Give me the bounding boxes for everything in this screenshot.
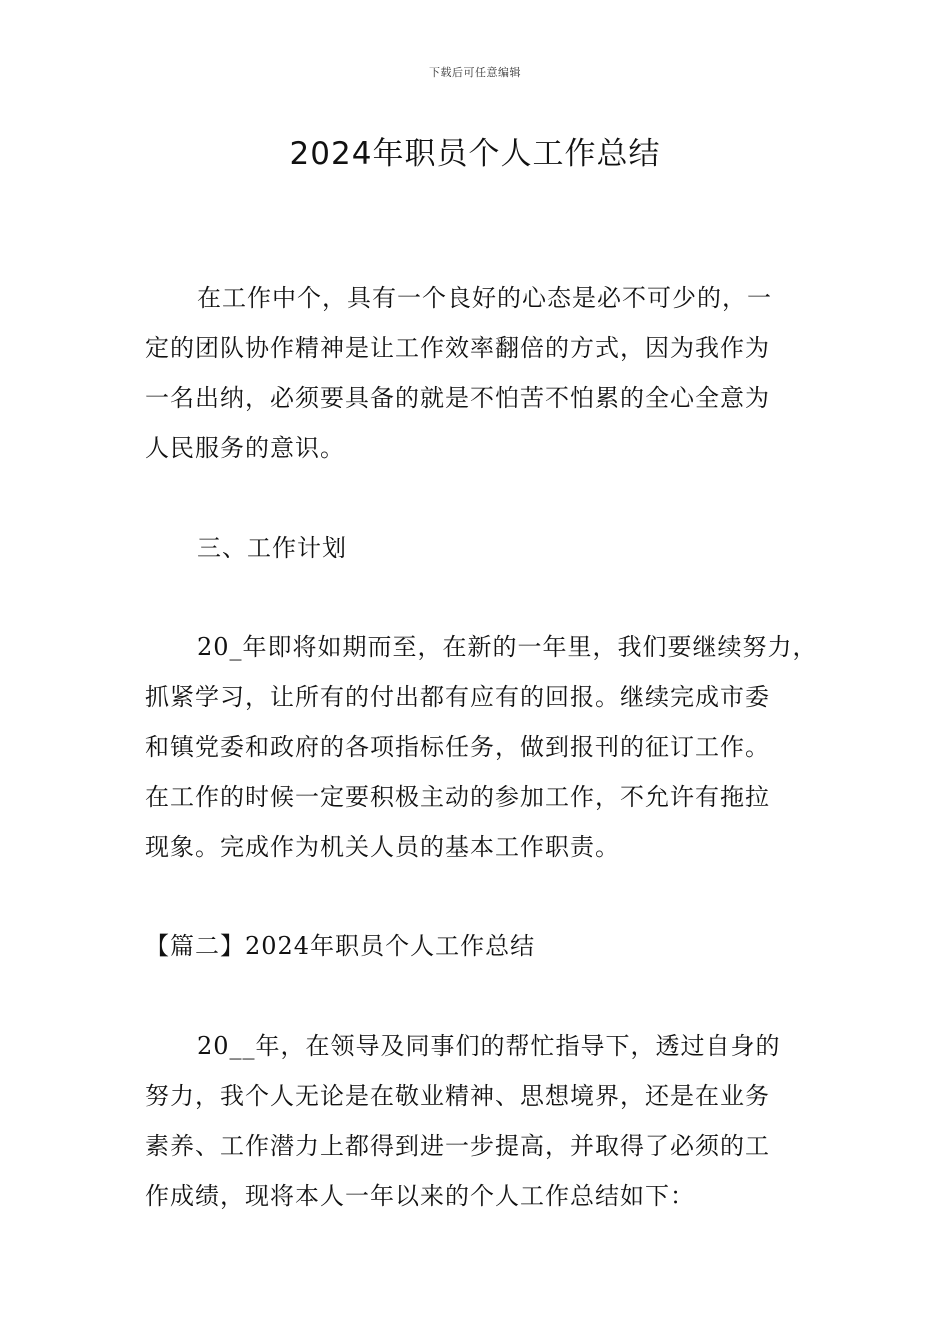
part-two-heading-text: 【篇二】2024年职员个人工作总结 [145, 932, 536, 960]
paragraph-line: 人民服务的意识。 [145, 434, 345, 462]
paragraph-line: 20__年，在领导及同事们的帮忙指导下，透过自身的 [197, 1032, 781, 1060]
paragraph-work-plan [145, 622, 825, 872]
paragraph-line: 定的团队协作精神是让工作效率翻倍的方式，因为我作为 [145, 334, 770, 362]
paragraph-line: 和镇党委和政府的各项指标任务，做到报刊的征订工作。 [145, 733, 770, 761]
header-note: 下载后可任意编辑 [429, 66, 521, 79]
paragraph-line: 素养、工作潜力上都得到进一步提高，并取得了必须的工 [145, 1132, 770, 1160]
part-two-heading [145, 921, 825, 971]
paragraph-line: 现象。完成作为机关人员的基本工作职责。 [145, 833, 620, 861]
paragraph-line: 20_年即将如期而至，在新的一年里，我们要继续努力， [197, 633, 818, 661]
paragraph-line: 作成绩，现将本人一年以来的个人工作总结如下： [145, 1182, 695, 1210]
paragraph-line: 一名出纳，必须要具备的就是不怕苦不怕累的全心全意为 [145, 384, 770, 412]
section-heading-text: 三、工作计划 [197, 534, 347, 562]
paragraph-line: 努力，我个人无论是在敬业精神、思想境界，还是在业务 [145, 1082, 770, 1110]
paragraph-line: 在工作的时候一定要积极主动的参加工作，不允许有拖拉 [145, 783, 770, 811]
section-heading-work-plan [145, 523, 825, 573]
paragraph-mindset [145, 273, 825, 473]
paragraph-part-two-intro [145, 1021, 825, 1221]
paragraph-line: 抓紧学习，让所有的付出都有应有的回报。继续完成市委 [145, 683, 770, 711]
document-title: 2024年职员个人工作总结 [289, 136, 661, 172]
paragraph-line: 在工作中个，具有一个良好的心态是必不可少的，一 [197, 284, 772, 312]
